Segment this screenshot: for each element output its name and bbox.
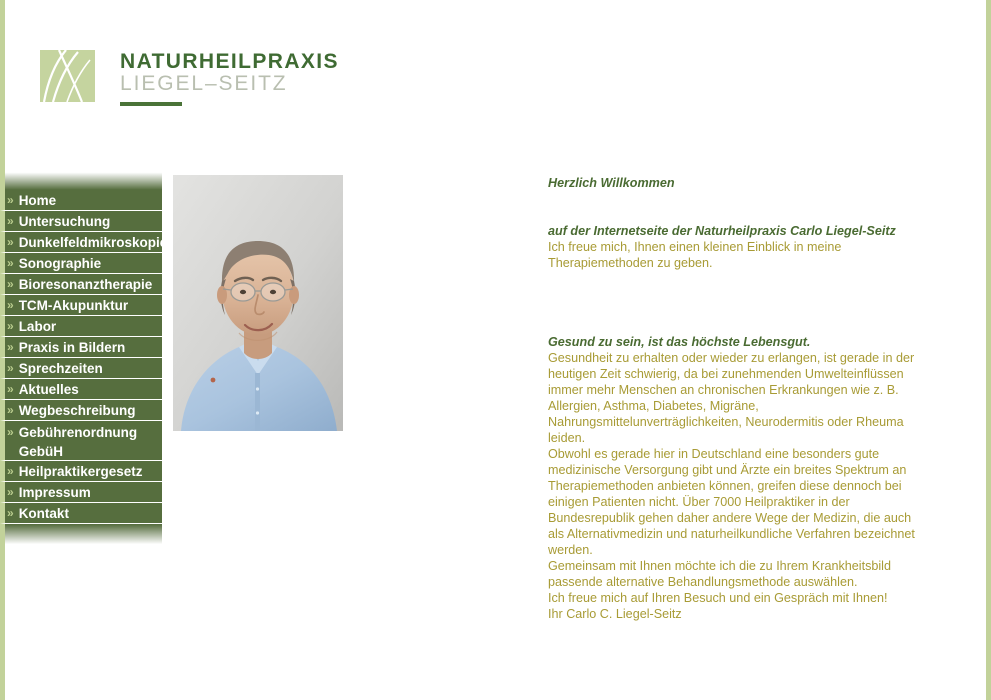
site-header [40, 50, 339, 110]
sidebar-item-kontakt[interactable] [0, 503, 162, 524]
chevron-right-icon: » [7, 340, 14, 354]
sidebar-item-home[interactable] [0, 190, 162, 211]
sidebar-item-label: Bioresonanztherapie [18, 276, 153, 292]
chevron-right-icon: » [7, 214, 14, 228]
spacer [548, 191, 916, 223]
logo-underline-rule [120, 102, 182, 106]
chevron-right-icon: » [7, 319, 14, 333]
chevron-right-icon: » [7, 361, 14, 375]
chevron-right-icon: » [7, 277, 14, 291]
chevron-right-icon: » [7, 235, 14, 249]
sidebar-item-label: Labor [18, 318, 57, 334]
sidebar-item-label: Impressum [18, 484, 91, 500]
motto-line: Gesund zu sein, ist das höchste Lebensgut. [548, 335, 811, 349]
sidebar-item-sonographie[interactable] [0, 253, 162, 274]
sidebar-item-label: Wegbeschreibung [18, 402, 136, 418]
chevron-right-icon: » [7, 464, 14, 478]
sidebar-item-label: Kontakt [18, 505, 69, 521]
page-right-stripe [986, 0, 991, 700]
chevron-right-icon: » [7, 298, 14, 312]
chevron-right-icon: » [7, 193, 14, 207]
logo-mark-icon [40, 50, 95, 102]
chevron-right-icon: » [7, 506, 14, 520]
logo-wordmark [120, 50, 339, 106]
sidebar-item-sprechzeiten[interactable] [0, 358, 162, 379]
body-paragraph-4: Ich freue mich auf Ihren Besuch und ein Gespräch mit Ihnen! [548, 591, 888, 605]
sidebar-item-label: Aktuelles [18, 381, 79, 397]
sidebar-nav [0, 170, 168, 546]
sidebar-item-wegbeschreibung[interactable] [0, 400, 162, 421]
logo-line-primary: NATURHEILPRAXIS [120, 50, 339, 73]
intro-paragraph: Ich freue mich, Ihnen einen kleinen Einblick in meine Therapiemethoden zu geben. [548, 240, 842, 270]
body-paragraph-1: Gesundheit zu erhalten oder wieder zu erlangen, ist gerade in der heutigen Zeit schwierig, da bei zunehmenden Umwelteinflüssen immer mehr Menschen an chronischen Erkrankungen wie z. B. Allergien, Asthma, Diabetes, Migräne, Nahrungsmittelunverträglichkeiten, Neurodermitis oder Rheuma leiden. [548, 351, 915, 445]
sidebar-item-label: Sonographie [18, 255, 102, 271]
portrait-photo [173, 175, 343, 431]
sidebar-item-praxis-in-bildern[interactable] [0, 337, 162, 358]
sidebar-item-untersuchung[interactable] [0, 211, 162, 232]
sidebar-item-label: Untersuchung [18, 213, 111, 229]
sidebar-item-gebuehrenordnung[interactable] [0, 421, 162, 461]
sidebar-item-label: Sprechzeiten [18, 360, 103, 376]
sidebar-cap-top [0, 170, 162, 190]
chevron-right-icon: » [7, 382, 14, 396]
chevron-right-icon: » [7, 425, 14, 439]
sidebar-item-labor[interactable] [0, 316, 162, 337]
sidebar-item-label: Home [18, 192, 57, 208]
sidebar-item-label: Gebührenordnung GebüH [18, 425, 138, 459]
sidebar-item-aktuelles[interactable] [0, 379, 162, 400]
sidebar-item-tcm-akupunktur[interactable] [0, 295, 162, 316]
sidebar-item-label: Praxis in Bildern [18, 339, 126, 355]
welcome-subheading: auf der Internetseite der Naturheilpraxis Carlo Liegel-Seitz [548, 224, 896, 238]
sidebar-cap-bottom [0, 524, 162, 546]
sidebar-item-label: TCM-Akupunktur [18, 297, 129, 313]
sidebar-item-bioresonanztherapie[interactable] [0, 274, 162, 295]
sidebar-item-impressum[interactable] [0, 482, 162, 503]
sidebar-item-dunkelfeldmikroskopie[interactable] [0, 232, 168, 253]
logo-line-secondary: LIEGEL–SEITZ [120, 72, 288, 95]
signature-line: Ihr Carlo C. Liegel-Seitz [548, 607, 682, 621]
chevron-right-icon: » [7, 256, 14, 270]
sidebar-item-label: Heilpraktikergesetz [18, 463, 143, 479]
main-content [548, 175, 916, 622]
body-paragraph-2: Obwohl es gerade hier in Deutschland eine besonders gute medizinische Versorgung gibt und Ärzte ein breites Spektrum an Therapiemethoden anbieten können, greifen diese dennoch bei einigen Patienten nicht. Über 7000 Heilpraktiker in der Bundesrepublik gehen daher andere Wege der Medizin, die auch als Alternativmedizin und naturheilkundliche Verfahren bezeichnet werden. [548, 447, 915, 557]
chevron-right-icon: » [7, 403, 14, 417]
sidebar-item-heilpraktikergesetz[interactable] [0, 461, 162, 482]
body-paragraph-3: Gemeinsam mit Ihnen möchte ich die zu Ihrem Krankheitsbild passende alternative Behandlungsmethode auswählen. [548, 559, 891, 589]
sidebar-item-label: Dunkelfeldmikroskopie [18, 234, 168, 250]
chevron-right-icon: » [7, 485, 14, 499]
spacer [548, 271, 916, 334]
welcome-heading: Herzlich Willkommen [548, 176, 675, 190]
